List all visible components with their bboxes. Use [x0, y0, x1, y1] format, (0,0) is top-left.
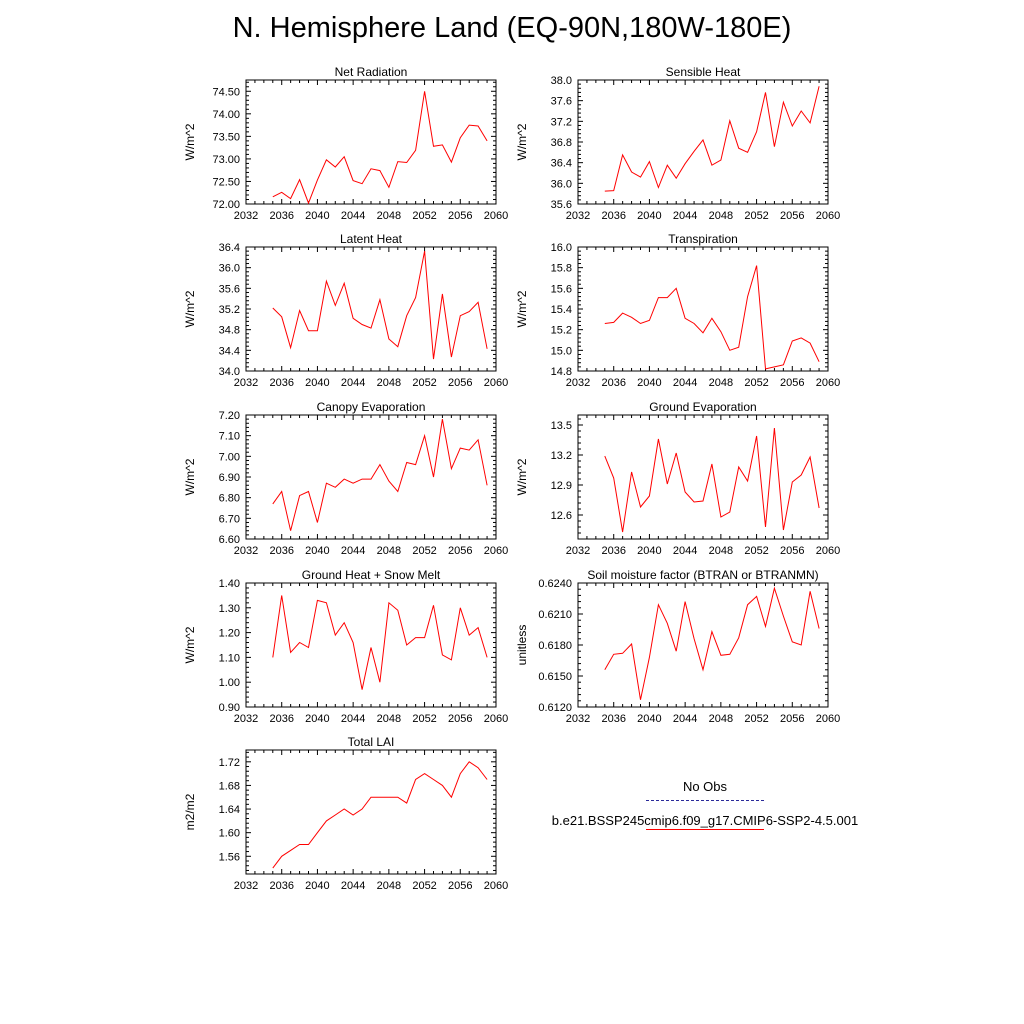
chart-panel	[515, 568, 840, 725]
panel-title: Total LAI	[347, 735, 395, 749]
x-tick-label: 2048	[708, 377, 734, 389]
x-tick-label: 2056	[448, 210, 473, 222]
x-tick-label: 2032	[233, 210, 259, 222]
chart-panel	[515, 400, 840, 557]
chart-panel	[183, 568, 508, 725]
y-tick-label: 36.4	[550, 157, 572, 170]
y-tick-label: 7.00	[218, 451, 240, 464]
x-tick-label: 2052	[744, 713, 769, 725]
y-tick-label: 36.4	[218, 242, 240, 254]
x-tick-label: 2052	[412, 880, 437, 892]
y-tick-label: 6.90	[218, 472, 240, 484]
series-line	[273, 595, 487, 689]
x-tick-label: 2036	[269, 377, 294, 389]
panel-title: Sensible Heat	[665, 65, 741, 79]
y-tick-label: 73.50	[212, 131, 240, 144]
x-tick-label: 2044	[340, 377, 366, 389]
y-tick-label: 37.6	[550, 95, 572, 108]
x-tick-label: 2056	[448, 713, 473, 725]
y-tick-label: 1.10	[218, 652, 240, 665]
x-tick-label: 2056	[780, 545, 805, 557]
y-tick-label: 72.00	[212, 199, 240, 211]
legend-obs-label: No Obs	[682, 779, 728, 794]
chart-panel	[515, 232, 840, 389]
series-line	[273, 91, 487, 203]
x-tick-label: 2036	[269, 713, 294, 725]
series-line	[605, 588, 819, 700]
x-tick-label: 2044	[672, 545, 698, 557]
x-tick-label: 2052	[744, 545, 769, 557]
x-tick-label: 2060	[815, 210, 841, 222]
x-tick-label: 2056	[780, 377, 805, 389]
x-tick-label: 2060	[815, 713, 841, 725]
y-axis-label: unitless	[515, 624, 529, 666]
x-tick-label: 2040	[637, 210, 662, 222]
x-tick-label: 2032	[565, 545, 591, 557]
chart-panel	[183, 735, 508, 892]
y-tick-label: 1.68	[218, 780, 240, 793]
chart-panel	[515, 65, 840, 222]
series-line	[273, 419, 487, 531]
y-tick-label: 1.30	[218, 602, 240, 615]
series-line	[273, 762, 487, 868]
series-line	[273, 251, 487, 359]
chart-panel	[183, 65, 508, 222]
series-line	[605, 266, 819, 369]
x-tick-label: 2048	[376, 713, 402, 725]
legend-case-label: b.e21.BSSP245cmip6.f09_g17.CMIP6-SSP2-4.5.001	[551, 813, 859, 828]
y-tick-label: 0.6120	[538, 702, 572, 714]
y-tick-label: 15.2	[550, 324, 572, 337]
y-tick-label: 16.0	[550, 242, 572, 254]
x-tick-label: 2040	[305, 713, 330, 725]
x-tick-label: 2052	[412, 210, 437, 222]
x-tick-label: 2044	[340, 545, 366, 557]
y-axis-label: W/m^2	[515, 290, 529, 328]
y-tick-label: 15.0	[550, 345, 572, 358]
x-tick-label: 2044	[672, 377, 698, 389]
y-tick-label: 14.8	[550, 366, 572, 378]
x-tick-label: 2060	[815, 377, 841, 389]
y-tick-label: 34.4	[218, 345, 240, 358]
plot-frame	[246, 247, 496, 371]
x-tick-label: 2040	[305, 880, 330, 892]
y-tick-label: 35.6	[218, 283, 240, 296]
legend-obs-line	[646, 800, 764, 801]
x-tick-label: 2036	[269, 880, 294, 892]
panel-title: Transpiration	[668, 232, 738, 246]
y-tick-label: 36.0	[218, 262, 240, 275]
figure-title: N. Hemisphere Land (EQ-90N,180W-180E)	[232, 12, 792, 44]
y-tick-label: 0.6240	[538, 578, 572, 590]
x-tick-label: 2048	[376, 880, 402, 892]
x-tick-label: 2060	[815, 545, 841, 557]
x-tick-label: 2052	[744, 377, 769, 389]
panel-title: Net Radiation	[334, 65, 408, 79]
y-axis-label: W/m^2	[183, 123, 197, 161]
x-tick-label: 2040	[305, 377, 330, 389]
y-tick-label: 1.72	[218, 756, 240, 769]
x-tick-label: 2032	[565, 713, 591, 725]
chart-panel	[183, 400, 508, 557]
y-tick-label: 6.60	[218, 534, 240, 546]
y-tick-label: 0.90	[218, 702, 240, 714]
y-tick-label: 13.2	[550, 450, 572, 462]
x-tick-label: 2052	[412, 377, 437, 389]
y-tick-label: 35.2	[218, 304, 240, 316]
y-tick-label: 1.40	[218, 578, 240, 590]
x-tick-label: 2044	[340, 713, 366, 725]
x-tick-label: 2032	[233, 377, 259, 389]
y-axis-label: W/m^2	[183, 290, 197, 328]
y-tick-label: 34.8	[218, 324, 240, 337]
y-axis-label: W/m^2	[183, 458, 197, 496]
legend-case-line	[646, 829, 764, 830]
x-tick-label: 2052	[744, 210, 769, 222]
legend	[520, 776, 890, 832]
x-tick-label: 2036	[601, 545, 626, 557]
x-tick-label: 2056	[780, 713, 805, 725]
x-tick-label: 2048	[708, 210, 734, 222]
x-tick-label: 2032	[233, 545, 259, 557]
x-tick-label: 2036	[601, 210, 626, 222]
y-axis-label: m2/m2	[183, 793, 197, 831]
panel-title: Ground Evaporation	[649, 400, 757, 414]
x-tick-label: 2044	[340, 880, 366, 892]
panel-title: Ground Heat + Snow Melt	[301, 568, 441, 582]
plot-frame	[246, 583, 496, 707]
x-tick-label: 2048	[708, 713, 734, 725]
y-axis-label: W/m^2	[515, 458, 529, 496]
y-tick-label: 6.70	[218, 513, 240, 526]
x-tick-label: 2056	[448, 377, 473, 389]
x-tick-label: 2048	[708, 545, 734, 557]
x-tick-label: 2040	[637, 545, 662, 557]
y-tick-label: 73.00	[212, 153, 240, 166]
y-tick-label: 36.8	[550, 137, 572, 149]
x-tick-label: 2040	[305, 545, 330, 557]
panel-title: Soil moisture factor (BTRAN or BTRANMN)	[587, 568, 819, 582]
panel-title: Latent Heat	[339, 232, 403, 246]
x-tick-label: 2040	[637, 713, 662, 725]
x-tick-label: 2032	[565, 210, 591, 222]
x-tick-label: 2044	[672, 210, 698, 222]
y-tick-label: 38.0	[550, 75, 572, 87]
y-tick-label: 12.9	[550, 480, 572, 492]
y-tick-label: 1.64	[218, 804, 240, 817]
y-tick-label: 0.6210	[538, 609, 572, 621]
panel-title: Canopy Evaporation	[316, 400, 426, 414]
y-tick-label: 74.50	[212, 86, 240, 99]
y-tick-label: 35.6	[550, 199, 572, 211]
x-tick-label: 2052	[412, 713, 437, 725]
x-tick-label: 2056	[448, 880, 473, 892]
x-tick-label: 2044	[672, 713, 698, 725]
y-tick-label: 37.2	[550, 116, 572, 129]
chart-panel	[183, 232, 508, 389]
x-tick-label: 2040	[305, 210, 330, 222]
series-line	[605, 86, 819, 191]
x-tick-label: 2056	[780, 210, 805, 222]
y-tick-label: 74.00	[212, 108, 240, 121]
x-tick-label: 2040	[637, 377, 662, 389]
series-line	[605, 428, 819, 532]
x-tick-label: 2060	[483, 880, 509, 892]
y-tick-label: 13.5	[550, 420, 572, 432]
x-tick-label: 2056	[448, 545, 473, 557]
y-tick-label: 72.50	[212, 176, 240, 189]
y-tick-label: 0.6150	[538, 671, 572, 683]
x-tick-label: 2036	[269, 210, 294, 222]
x-tick-label: 2044	[340, 210, 366, 222]
y-tick-label: 12.6	[550, 510, 572, 522]
y-tick-label: 15.4	[550, 304, 572, 316]
x-tick-label: 2048	[376, 545, 402, 557]
x-tick-label: 2032	[233, 713, 259, 725]
y-tick-label: 1.00	[218, 677, 240, 690]
y-tick-label: 15.6	[550, 283, 572, 296]
y-axis-label: W/m^2	[183, 626, 197, 664]
y-tick-label: 1.20	[218, 627, 240, 640]
y-tick-label: 0.6180	[538, 640, 572, 652]
x-tick-label: 2048	[376, 210, 402, 222]
plot-frame	[578, 247, 828, 371]
x-tick-label: 2032	[565, 377, 591, 389]
x-tick-label: 2060	[483, 713, 509, 725]
plot-frame	[578, 583, 828, 707]
y-tick-label: 6.80	[218, 492, 240, 505]
y-tick-label: 7.20	[218, 410, 240, 422]
x-tick-label: 2036	[601, 377, 626, 389]
y-tick-label: 15.8	[550, 262, 572, 275]
y-axis-label: W/m^2	[515, 123, 529, 161]
x-tick-label: 2060	[483, 545, 509, 557]
x-tick-label: 2032	[233, 880, 259, 892]
x-tick-label: 2036	[269, 545, 294, 557]
x-tick-label: 2036	[601, 713, 626, 725]
plot-frame	[246, 415, 496, 539]
x-tick-label: 2052	[412, 545, 437, 557]
plot-frame	[578, 415, 828, 539]
y-tick-label: 1.60	[218, 827, 240, 840]
y-tick-label: 7.10	[218, 430, 240, 443]
x-tick-label: 2060	[483, 377, 509, 389]
y-tick-label: 34.0	[218, 366, 240, 378]
y-tick-label: 36.0	[550, 178, 572, 191]
y-tick-label: 1.56	[218, 851, 240, 864]
x-tick-label: 2048	[376, 377, 402, 389]
x-tick-label: 2060	[483, 210, 509, 222]
